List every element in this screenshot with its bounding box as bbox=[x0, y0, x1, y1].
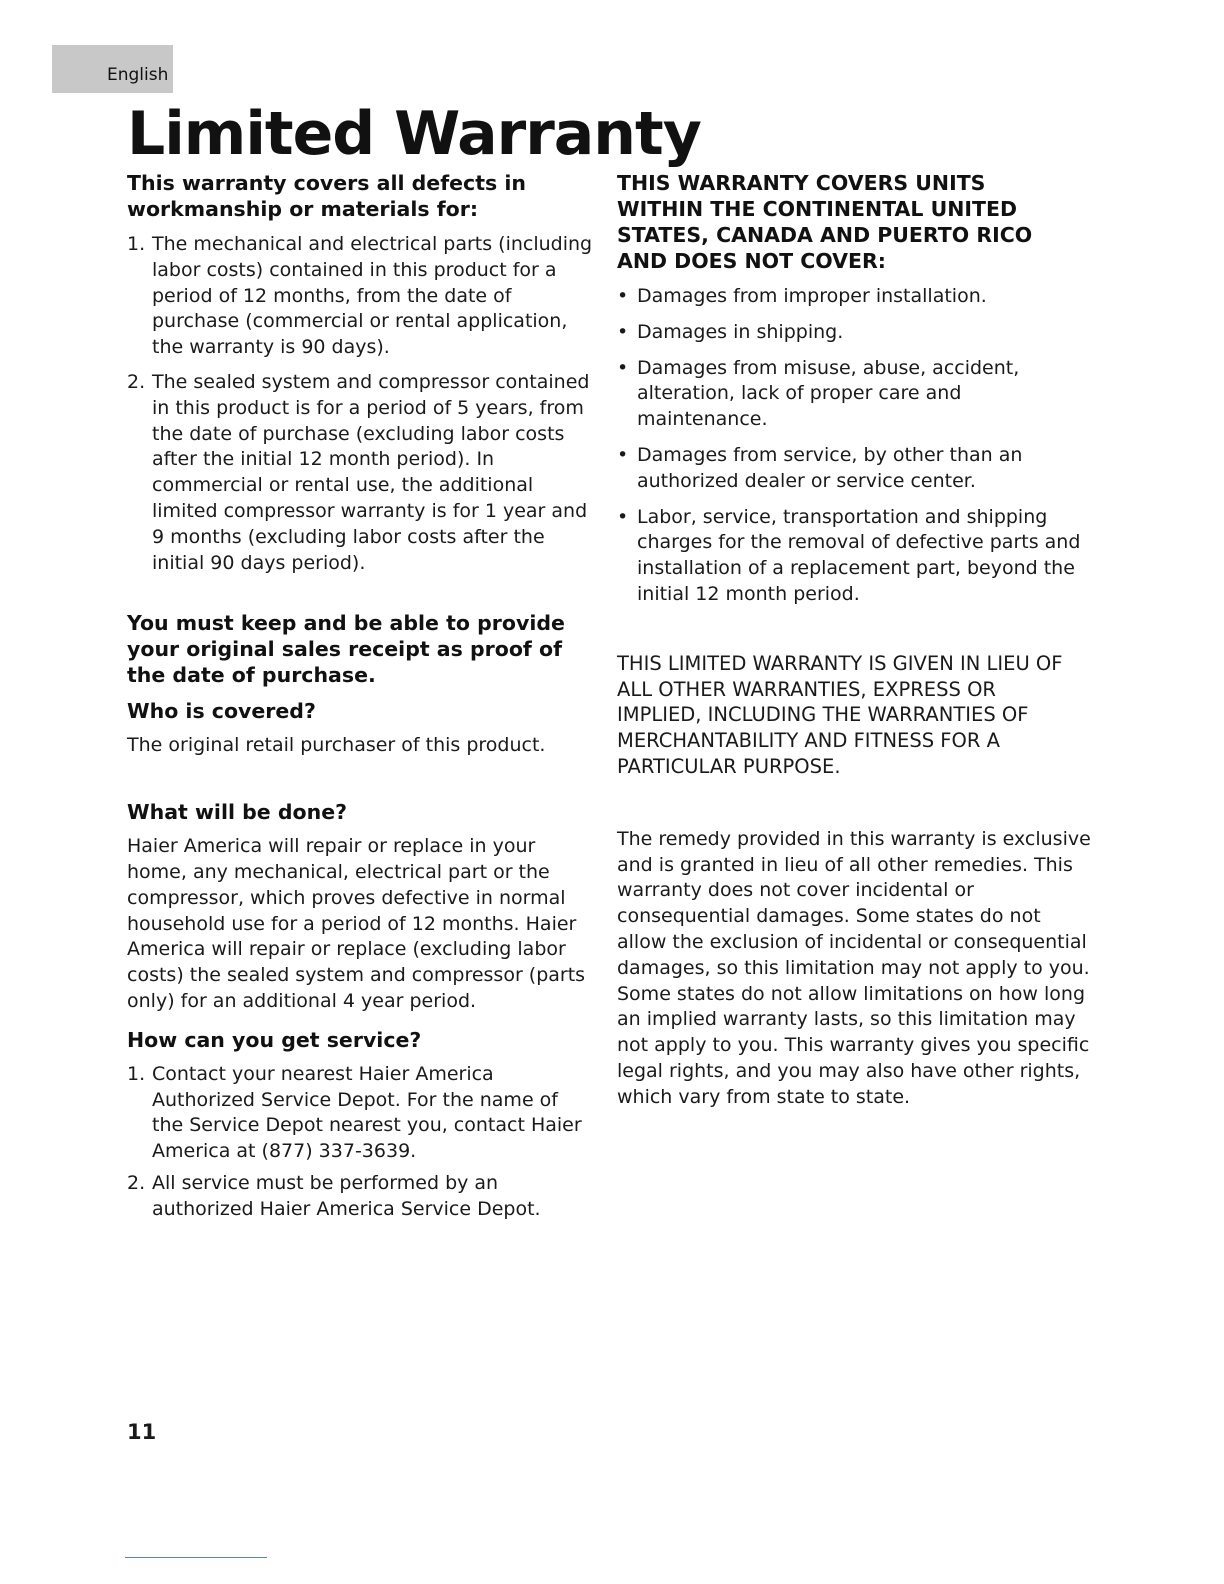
who-covered-heading: Who is covered? bbox=[127, 699, 316, 724]
list-item: • Damages in shipping. bbox=[617, 320, 1077, 346]
list-item bbox=[127, 1171, 587, 1223]
receipt-notice: You must keep and be able to provide your original sales receipt as proof of the date of purchase. bbox=[127, 611, 565, 688]
language-tab: English bbox=[52, 45, 173, 93]
page-number: 11 bbox=[127, 1420, 157, 1444]
remedy-text: The remedy provided in this warranty is exclusive and is granted in lieu of all other remedies. This warranty does not cover incidental or consequential damages. Some states do not allow the exclusion of incidental or consequential damages, so this limitation may not apply to you. Some states do not allow limitations on how long an implied warranty lasts, so this limitation may not apply to you. This warranty gives you specific legal rights, and you may also have other rights, which vary from state to state. bbox=[617, 827, 1091, 1108]
what-done-text: Haier America will repair or replace in your home, any mechanical, electrical part or the compressor, which proves defective in normal household use for a period of 12 months. Haier America will repair or replace (excluding labor costs) the sealed system and compressor (parts only) for an additional 4 year period. bbox=[127, 835, 586, 1012]
item-text: The mechanical and electrical parts (including labor costs) contained in this product for a period of 12 months, from the date of purchase (commercial or rental application, the warranty is 90 days). bbox=[152, 233, 593, 359]
page-title: Limited Warranty bbox=[127, 99, 701, 169]
exclusions-list bbox=[617, 284, 1081, 608]
list-item bbox=[127, 232, 597, 361]
list-item: • Damages from misuse, abuse, accident, alteration, lack of proper care and maintenance. bbox=[617, 356, 1037, 433]
list-item: • Damages from improper installation. bbox=[617, 284, 1077, 310]
list-item: • Labor, service, transportation and shipping charges for the removal of defective parts and installation of a replacement part, beyond the initial 12 month period. bbox=[617, 505, 1087, 608]
coverage-heading: This warranty covers all defects in workmanship or materials for: bbox=[127, 171, 526, 221]
list-item: • Damages from service, by other than an authorized dealer or service center. bbox=[617, 443, 1037, 495]
item-number: 1. bbox=[127, 233, 146, 255]
service-list bbox=[127, 1062, 587, 1223]
left-column bbox=[127, 170, 602, 1223]
item-number: 1. bbox=[127, 1062, 146, 1085]
exclusions-heading: THIS WARRANTY COVERS UNITS WITHIN THE CONTINENTAL UNITED STATES, CANADA AND PUERTO RICO AND DOES NOT COVER: bbox=[617, 171, 1033, 273]
item-text: All service must be performed by an authorized Haier America Service Depot. bbox=[152, 1171, 541, 1220]
get-service-heading: How can you get service? bbox=[127, 1027, 422, 1052]
who-covered-text: The original retail purchaser of this product. bbox=[127, 734, 546, 757]
list-item bbox=[127, 1062, 587, 1165]
coverage-list bbox=[127, 232, 597, 576]
item-text: The sealed system and compressor contained in this product is for a period of 5 years, from the date of purchase (excluding labor costs after the initial 12 month period). In commercial or rental use, the additional limited compressor warranty is for 1 year and 9 months (excluding labor costs after the initial 90 days period). bbox=[152, 370, 590, 574]
list-item bbox=[127, 370, 597, 576]
item-number: 2. bbox=[127, 1171, 146, 1194]
limited-warranty-notice: THIS LIMITED WARRANTY IS GIVEN IN LIEU OF ALL OTHER WARRANTIES, EXPRESS OR IMPLIED, INCLUDING THE WARRANTIES OF MERCHANTABILITY AND FITNESS FOR A PARTICULAR PURPOSE. bbox=[617, 651, 1063, 778]
item-number: 2. bbox=[127, 370, 146, 393]
what-done-heading: What will be done? bbox=[127, 800, 347, 825]
right-column bbox=[617, 170, 1102, 1111]
item-text: Contact your nearest Haier America Authorized Service Depot. For the name of the Service Depot nearest you, contact Haier America at (877) 337-3639. bbox=[152, 1062, 582, 1163]
bottom-rule bbox=[125, 1557, 267, 1558]
